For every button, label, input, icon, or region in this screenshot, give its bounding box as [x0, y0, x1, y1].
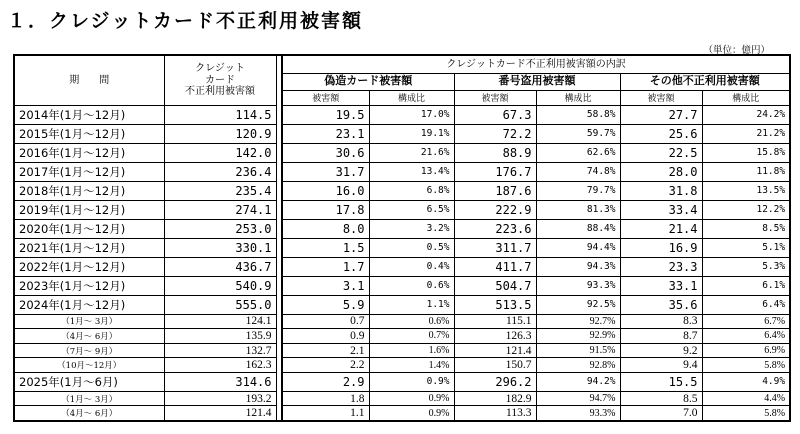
number-theft-amount-cell: 115.1	[454, 314, 536, 329]
number-theft-ratio-cell: 79.7%	[536, 181, 620, 200]
total-amount-cell: 114.5	[164, 105, 276, 124]
other-ratio-cell: 6.1%	[702, 276, 790, 295]
other-ratio-cell: 13.5%	[702, 181, 790, 200]
period-cell: 2014年(1月～12月)	[14, 105, 164, 124]
period-cell: 2015年(1月～12月)	[14, 124, 164, 143]
other-amount-cell: 8.7	[620, 329, 702, 344]
period-cell: （1月～ 3月）	[14, 391, 164, 406]
counterfeit-ratio-cell: 6.5%	[369, 200, 454, 219]
number-theft-ratio-cell: 59.7%	[536, 124, 620, 143]
other-amount-cell: 22.5	[620, 143, 702, 162]
table-row	[14, 181, 790, 200]
other-ratio-cell: 15.8%	[702, 143, 790, 162]
number-theft-ratio-cell: 94.4%	[536, 238, 620, 257]
page-title: １．クレジットカード不正利用被害額	[7, 10, 363, 32]
table-row	[14, 143, 790, 162]
other-amount-cell: 25.6	[620, 124, 702, 143]
counterfeit-amount-cell: 16.0	[282, 181, 369, 200]
other-ratio-cell: 5.8%	[702, 406, 790, 421]
number-theft-amount-cell: 222.9	[454, 200, 536, 219]
counterfeit-ratio-cell: 0.5%	[369, 238, 454, 257]
table-row	[14, 406, 790, 421]
number-theft-ratio-cell: 88.4%	[536, 219, 620, 238]
table-row	[14, 391, 790, 406]
unit-note: （単位：億円）	[703, 45, 770, 56]
other-ratio-cell: 8.5%	[702, 219, 790, 238]
total-amount-cell: 436.7	[164, 257, 276, 276]
other-amount-cell: 7.0	[620, 406, 702, 421]
total-amount-cell: 121.4	[164, 406, 276, 421]
other-ratio-cell: 4.9%	[702, 372, 790, 391]
period-cell: 2019年(1月～12月)	[14, 200, 164, 219]
counterfeit-amount-cell: 8.0	[282, 219, 369, 238]
number-theft-amount-cell: 72.2	[454, 124, 536, 143]
group-header-number-theft: 番号盗用被害額	[454, 73, 620, 90]
number-theft-amount-cell: 311.7	[454, 238, 536, 257]
number-theft-amount-cell: 182.9	[454, 391, 536, 406]
counterfeit-ratio-cell: 0.7%	[369, 329, 454, 344]
period-cell: 2021年(1月～12月)	[14, 238, 164, 257]
table-row	[14, 219, 790, 238]
sub-header-ratio: 構成比	[702, 90, 790, 105]
counterfeit-amount-cell: 1.7	[282, 257, 369, 276]
period-cell: （4月～ 6月）	[14, 406, 164, 421]
period-cell: （10月～12月）	[14, 358, 164, 373]
other-amount-cell: 8.3	[620, 314, 702, 329]
table-row	[14, 329, 790, 344]
total-header-line: 不正利用被害額	[185, 86, 255, 97]
other-amount-cell: 31.8	[620, 181, 702, 200]
other-amount-cell: 9.4	[620, 358, 702, 373]
counterfeit-ratio-cell: 1.6%	[369, 343, 454, 358]
other-amount-cell: 35.6	[620, 295, 702, 314]
other-amount-cell: 27.7	[620, 105, 702, 124]
period-cell: 2020年(1月～12月)	[14, 219, 164, 238]
other-amount-cell: 15.5	[620, 372, 702, 391]
other-ratio-cell: 12.2%	[702, 200, 790, 219]
table-row	[14, 358, 790, 373]
counterfeit-ratio-cell: 21.6%	[369, 143, 454, 162]
counterfeit-amount-cell: 23.1	[282, 124, 369, 143]
total-amount-cell: 124.1	[164, 314, 276, 329]
number-theft-ratio-cell: 93.3%	[536, 406, 620, 421]
table-row	[14, 200, 790, 219]
number-theft-ratio-cell: 92.5%	[536, 295, 620, 314]
number-theft-amount-cell: 187.6	[454, 181, 536, 200]
number-theft-ratio-cell: 92.9%	[536, 329, 620, 344]
table-row	[14, 276, 790, 295]
period-cell: （4月～ 6月）	[14, 329, 164, 344]
counterfeit-amount-cell: 5.9	[282, 295, 369, 314]
other-ratio-cell: 6.4%	[702, 329, 790, 344]
number-theft-amount-cell: 513.5	[454, 295, 536, 314]
counterfeit-amount-cell: 30.6	[282, 143, 369, 162]
number-theft-ratio-cell: 94.7%	[536, 391, 620, 406]
total-amount-cell: 253.0	[164, 219, 276, 238]
total-amount-cell: 555.0	[164, 295, 276, 314]
period-cell: 2022年(1月～12月)	[14, 257, 164, 276]
total-amount-cell: 142.0	[164, 143, 276, 162]
sub-header-ratio: 構成比	[536, 90, 620, 105]
other-amount-cell: 16.9	[620, 238, 702, 257]
total-amount-cell: 193.2	[164, 391, 276, 406]
counterfeit-ratio-cell: 13.4%	[369, 162, 454, 181]
counterfeit-ratio-cell: 0.6%	[369, 314, 454, 329]
other-amount-cell: 23.3	[620, 257, 702, 276]
other-ratio-cell: 21.2%	[702, 124, 790, 143]
other-amount-cell: 21.4	[620, 219, 702, 238]
number-theft-amount-cell: 504.7	[454, 276, 536, 295]
total-amount-cell: 132.7	[164, 343, 276, 358]
number-theft-ratio-cell: 62.6%	[536, 143, 620, 162]
other-ratio-cell: 4.4%	[702, 391, 790, 406]
counterfeit-amount-cell: 0.9	[282, 329, 369, 344]
other-amount-cell: 33.1	[620, 276, 702, 295]
other-amount-cell: 9.2	[620, 343, 702, 358]
counterfeit-ratio-cell: 0.4%	[369, 257, 454, 276]
total-amount-cell: 235.4	[164, 181, 276, 200]
sub-header-amount: 被害額	[620, 90, 702, 105]
number-theft-ratio-cell: 91.5%	[536, 343, 620, 358]
number-theft-amount-cell: 113.3	[454, 406, 536, 421]
number-theft-amount-cell: 126.3	[454, 329, 536, 344]
fraud-damage-table	[13, 54, 791, 422]
number-theft-amount-cell: 176.7	[454, 162, 536, 181]
counterfeit-ratio-cell: 0.9%	[369, 372, 454, 391]
counterfeit-ratio-cell: 6.8%	[369, 181, 454, 200]
total-header-line: クレジット	[195, 63, 245, 74]
period-cell: 2018年(1月～12月)	[14, 181, 164, 200]
table-row	[14, 124, 790, 143]
counterfeit-amount-cell: 3.1	[282, 276, 369, 295]
other-ratio-cell: 11.8%	[702, 162, 790, 181]
counterfeit-amount-cell: 19.5	[282, 105, 369, 124]
counterfeit-ratio-cell: 1.4%	[369, 358, 454, 373]
counterfeit-ratio-cell: 1.1%	[369, 295, 454, 314]
number-theft-ratio-cell: 93.3%	[536, 276, 620, 295]
table-row	[14, 257, 790, 276]
number-theft-ratio-cell: 94.3%	[536, 257, 620, 276]
counterfeit-amount-cell: 1.5	[282, 238, 369, 257]
other-amount-cell: 33.4	[620, 200, 702, 219]
counterfeit-ratio-cell: 0.9%	[369, 406, 454, 421]
other-ratio-cell: 6.4%	[702, 295, 790, 314]
table-row	[14, 295, 790, 314]
other-ratio-cell: 5.8%	[702, 358, 790, 373]
counterfeit-amount-cell: 1.8	[282, 391, 369, 406]
sub-header-ratio: 構成比	[369, 90, 454, 105]
other-ratio-cell: 24.2%	[702, 105, 790, 124]
counterfeit-ratio-cell: 0.6%	[369, 276, 454, 295]
number-theft-amount-cell: 296.2	[454, 372, 536, 391]
number-theft-amount-cell: 67.3	[454, 105, 536, 124]
sub-header-amount: 被害額	[454, 90, 536, 105]
period-cell: 2025年(1月～6月)	[14, 372, 164, 391]
period-cell: 2016年(1月～12月)	[14, 143, 164, 162]
counterfeit-amount-cell: 2.2	[282, 358, 369, 373]
number-theft-amount-cell: 121.4	[454, 343, 536, 358]
group-header-other: その他不正利用被害額	[620, 73, 790, 90]
counterfeit-amount-cell: 2.9	[282, 372, 369, 391]
other-ratio-cell: 6.7%	[702, 314, 790, 329]
counterfeit-amount-cell: 2.1	[282, 343, 369, 358]
total-amount-cell: 120.9	[164, 124, 276, 143]
number-theft-ratio-cell: 92.8%	[536, 358, 620, 373]
counterfeit-amount-cell: 17.8	[282, 200, 369, 219]
period-cell: （7月～ 9月）	[14, 343, 164, 358]
period-cell: 2023年(1月～12月)	[14, 276, 164, 295]
period-cell: 2017年(1月～12月)	[14, 162, 164, 181]
number-theft-amount-cell: 411.7	[454, 257, 536, 276]
table-row	[14, 238, 790, 257]
number-theft-amount-cell: 150.7	[454, 358, 536, 373]
total-amount-cell: 330.1	[164, 238, 276, 257]
total-amount-cell: 314.6	[164, 372, 276, 391]
counterfeit-amount-cell: 0.7	[282, 314, 369, 329]
total-header	[164, 55, 276, 105]
period-header: 期 間	[14, 55, 164, 105]
other-ratio-cell: 5.1%	[702, 238, 790, 257]
number-theft-ratio-cell: 94.2%	[536, 372, 620, 391]
total-amount-cell: 236.4	[164, 162, 276, 181]
table-row	[14, 372, 790, 391]
table-body	[14, 105, 790, 421]
total-amount-cell: 135.9	[164, 329, 276, 344]
counterfeit-ratio-cell: 0.9%	[369, 391, 454, 406]
table-row	[14, 314, 790, 329]
table-row	[14, 162, 790, 181]
counterfeit-ratio-cell: 19.1%	[369, 124, 454, 143]
number-theft-ratio-cell: 81.3%	[536, 200, 620, 219]
sub-header-amount: 被害額	[282, 90, 369, 105]
number-theft-ratio-cell: 74.8%	[536, 162, 620, 181]
number-theft-amount-cell: 88.9	[454, 143, 536, 162]
number-theft-amount-cell: 223.6	[454, 219, 536, 238]
table-row	[14, 343, 790, 358]
number-theft-ratio-cell: 92.7%	[536, 314, 620, 329]
counterfeit-amount-cell: 31.7	[282, 162, 369, 181]
counterfeit-ratio-cell: 3.2%	[369, 219, 454, 238]
total-amount-cell: 274.1	[164, 200, 276, 219]
group-header-counterfeit: 偽造カード被害額	[282, 73, 454, 90]
counterfeit-ratio-cell: 17.0%	[369, 105, 454, 124]
counterfeit-amount-cell: 1.1	[282, 406, 369, 421]
table-row	[14, 105, 790, 124]
other-ratio-cell: 6.9%	[702, 343, 790, 358]
table-header	[14, 55, 790, 105]
total-amount-cell: 162.3	[164, 358, 276, 373]
period-cell: （1月～ 3月）	[14, 314, 164, 329]
breakdown-header: クレジットカード不正利用被害額の内訳	[282, 55, 790, 73]
period-cell: 2024年(1月～12月)	[14, 295, 164, 314]
number-theft-ratio-cell: 58.8%	[536, 105, 620, 124]
total-header-line: カード	[205, 74, 235, 86]
total-amount-cell: 540.9	[164, 276, 276, 295]
other-amount-cell: 28.0	[620, 162, 702, 181]
other-ratio-cell: 5.3%	[702, 257, 790, 276]
other-amount-cell: 8.5	[620, 391, 702, 406]
